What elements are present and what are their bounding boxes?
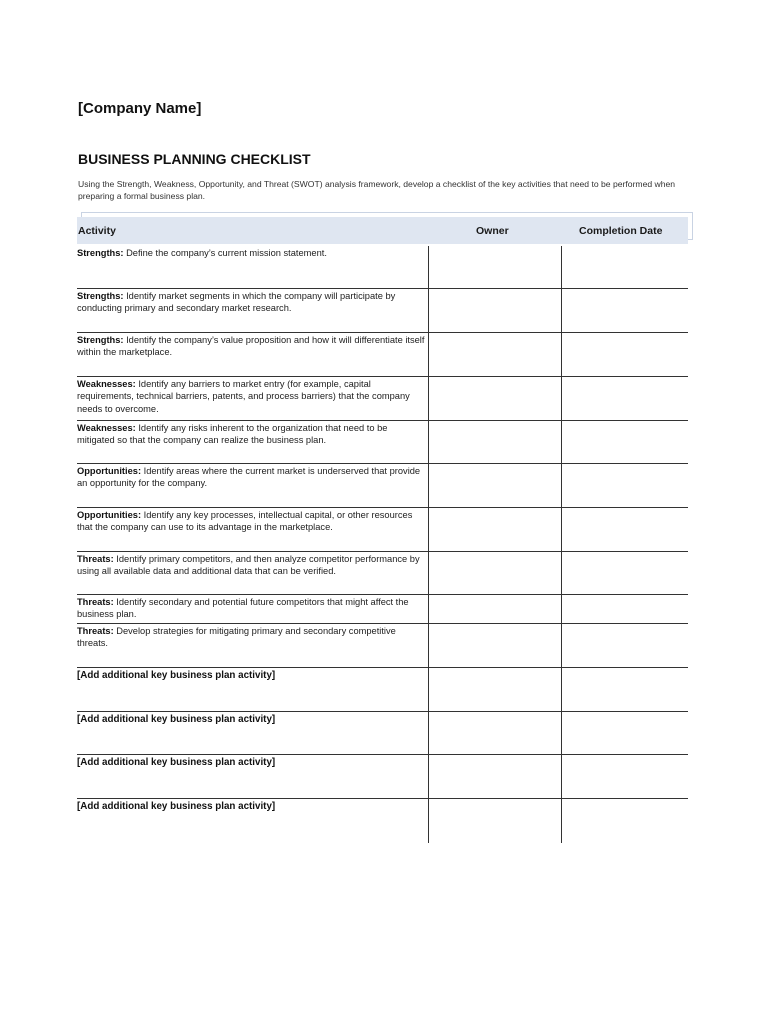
activity-cell — [77, 247, 427, 259]
table-row — [77, 799, 688, 843]
activity-cell — [77, 596, 427, 621]
company-name: [Company Name] — [78, 100, 202, 117]
activity-text: Identify the company’s value proposition and how it will differentiate itself within the marketplace. — [77, 335, 425, 358]
activity-placeholder: [Add additional key business plan activity] — [77, 757, 276, 768]
activity-text: Identify any key processes, intellectual capital, or other resources that the company can use to its advantage in the marketplace. — [77, 510, 413, 533]
completion-date-cell[interactable] — [561, 289, 689, 332]
table-row — [77, 333, 688, 377]
header-activity: Activity — [78, 225, 116, 237]
table-row — [77, 712, 688, 755]
owner-cell[interactable] — [428, 668, 561, 711]
completion-date-cell[interactable] — [561, 799, 689, 843]
activity-cell — [77, 509, 427, 534]
activity-label: Threats: — [77, 597, 114, 607]
activity-cell — [77, 422, 427, 447]
activity-cell — [77, 553, 427, 578]
table-row — [77, 668, 688, 712]
header-completion-date: Completion Date — [579, 225, 663, 237]
owner-cell[interactable] — [428, 464, 561, 507]
activity-cell[interactable] — [77, 756, 427, 769]
activity-label: Opportunities: — [77, 466, 142, 476]
activity-cell — [77, 625, 427, 650]
owner-cell[interactable] — [428, 755, 561, 798]
activity-text: Identify any barriers to market entry (for example, capital requirements, technical barriers, patents, and process barriers) that the company needs to overcome. — [77, 379, 410, 414]
activity-cell — [77, 378, 427, 415]
owner-cell[interactable] — [428, 333, 561, 376]
activity-text: Develop strategies for mitigating primary and secondary competitive threats. — [77, 626, 396, 649]
intro-paragraph: Using the Strength, Weakness, Opportunity, and Threat (SWOT) analysis framework, develop a checklist of the key activities that need to be performed when preparing a formal business plan. — [78, 179, 676, 201]
completion-date-cell[interactable] — [561, 668, 689, 711]
activity-cell — [77, 334, 427, 359]
completion-date-cell[interactable] — [561, 552, 689, 594]
activity-text: Define the company’s current mission statement. — [123, 248, 327, 258]
activity-placeholder: [Add additional key business plan activity] — [77, 670, 276, 681]
activity-label: Strengths: — [77, 248, 124, 258]
completion-date-cell[interactable] — [561, 421, 689, 463]
activity-cell[interactable] — [77, 713, 427, 726]
activity-label: Strengths: — [77, 291, 124, 301]
completion-date-cell[interactable] — [561, 712, 689, 754]
completion-date-cell[interactable] — [561, 595, 689, 623]
activity-text: Identify areas where the current market is underserved that provide an opportunity for the company. — [77, 466, 421, 489]
activity-cell — [77, 290, 427, 315]
activity-text: Identify market segments in which the company will participate by conducting primary and secondary market research. — [77, 291, 396, 314]
activity-label: Threats: — [77, 554, 114, 564]
table-row — [77, 246, 688, 289]
activity-label: Strengths: — [77, 335, 124, 345]
owner-cell[interactable] — [428, 508, 561, 551]
table-row — [77, 552, 688, 595]
activity-placeholder: [Add additional key business plan activity] — [77, 714, 276, 725]
completion-date-cell[interactable] — [561, 246, 689, 288]
table-row — [77, 377, 688, 421]
completion-date-cell[interactable] — [561, 464, 689, 507]
activity-cell[interactable] — [77, 800, 427, 813]
owner-cell[interactable] — [428, 377, 561, 420]
table-row — [77, 421, 688, 464]
activity-label: Weaknesses: — [77, 423, 136, 433]
table-row — [77, 755, 688, 799]
owner-cell[interactable] — [428, 624, 561, 667]
owner-cell[interactable] — [428, 799, 561, 843]
activity-label: Threats: — [77, 626, 114, 636]
activity-text: Identify secondary and potential future competitors that might affect the business plan. — [77, 597, 409, 620]
activity-label: Opportunities: — [77, 510, 142, 520]
completion-date-cell[interactable] — [561, 508, 689, 551]
checklist-table — [77, 246, 688, 843]
page-title: BUSINESS PLANNING CHECKLIST — [78, 151, 311, 167]
activity-label: Weaknesses: — [77, 379, 136, 389]
activity-cell[interactable] — [77, 669, 427, 682]
owner-cell[interactable] — [428, 595, 561, 623]
completion-date-cell[interactable] — [561, 333, 689, 376]
table-row — [77, 289, 688, 333]
completion-date-cell[interactable] — [561, 377, 689, 420]
owner-cell[interactable] — [428, 712, 561, 754]
header-owner: Owner — [476, 225, 509, 237]
owner-cell[interactable] — [428, 289, 561, 332]
activity-text: Identify primary competitors, and then analyze competitor performance by using all available data and additional data that can be verified. — [77, 554, 420, 577]
activity-placeholder: [Add additional key business plan activity] — [77, 801, 276, 812]
owner-cell[interactable] — [428, 552, 561, 594]
table-row — [77, 595, 688, 624]
completion-date-cell[interactable] — [561, 624, 689, 667]
completion-date-cell[interactable] — [561, 755, 689, 798]
table-header — [77, 217, 688, 244]
table-row — [77, 624, 688, 668]
table-row — [77, 464, 688, 508]
owner-cell[interactable] — [428, 246, 561, 288]
activity-cell — [77, 465, 427, 490]
owner-cell[interactable] — [428, 421, 561, 463]
table-row — [77, 508, 688, 552]
activity-text: Identify any risks inherent to the organization that need to be mitigated so that the company can realize the business plan. — [77, 423, 388, 446]
